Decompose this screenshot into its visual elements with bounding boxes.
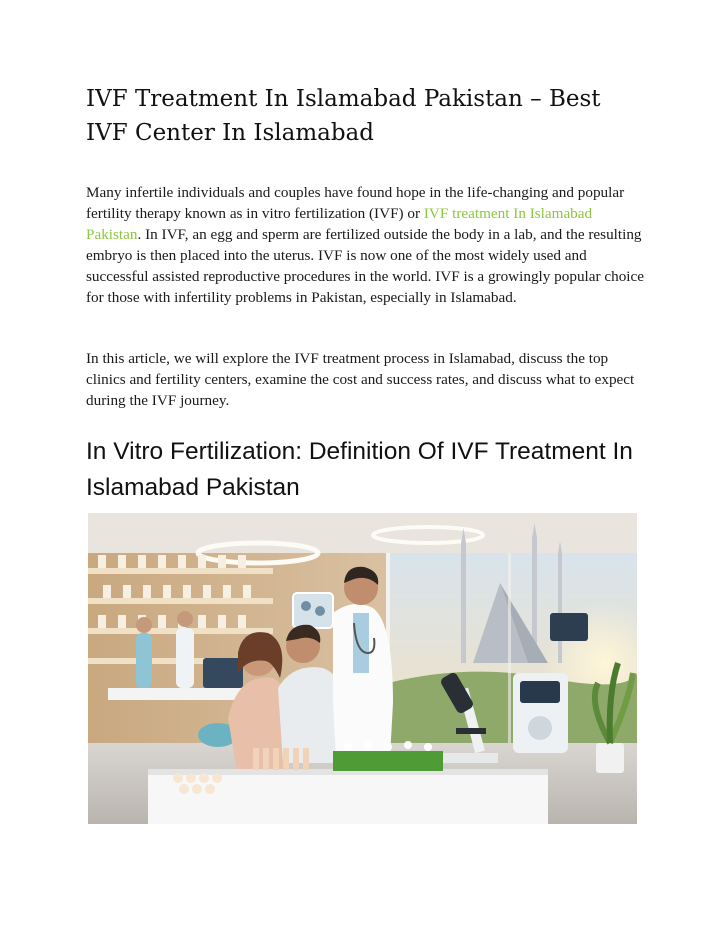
wall-display (293, 593, 333, 628)
ivf-machine (513, 673, 568, 753)
ceiling (88, 513, 637, 553)
monitor (203, 658, 243, 688)
article-paragraph-2: In this article, we will explore the IVF treatment process in Islamabad, discuss the top clinics and fertility centers, examine the cost and success rates, and discuss what to expect during the IVF journey. (86, 350, 635, 409)
intro-text-after-link: . In IVF, an egg and sperm are fertilized outside the body in a lab, and the resulting embryo is then placed into the uterus. IVF is now one of the most widely used and successful assisted reproductive procedures in the world. IVF is a growingly popular choice for those with infertility problems in Pakistan, especially in Islamabad. (86, 226, 644, 306)
intro-paragraph (86, 182, 646, 308)
section-heading: In Vitro Fertilization: Definition Of IVF Treatment In Islamabad Pakistan (86, 438, 633, 501)
ivf-treatment-link[interactable]: IVF treatment In Islamabad Pakistan (86, 205, 593, 243)
intro-text-before-link: Many infertile individuals and couples have found hope in the life-changing and popular fertility therapy known as in vitro fertilization (IVF) or (86, 184, 625, 222)
ivf-clinic-illustration (88, 513, 637, 824)
culture-tray (333, 741, 443, 771)
equipment-screen (550, 613, 588, 641)
article-title: IVF Treatment In Islamabad Pakistan – Best IVF Center In Islamabad (86, 86, 601, 146)
